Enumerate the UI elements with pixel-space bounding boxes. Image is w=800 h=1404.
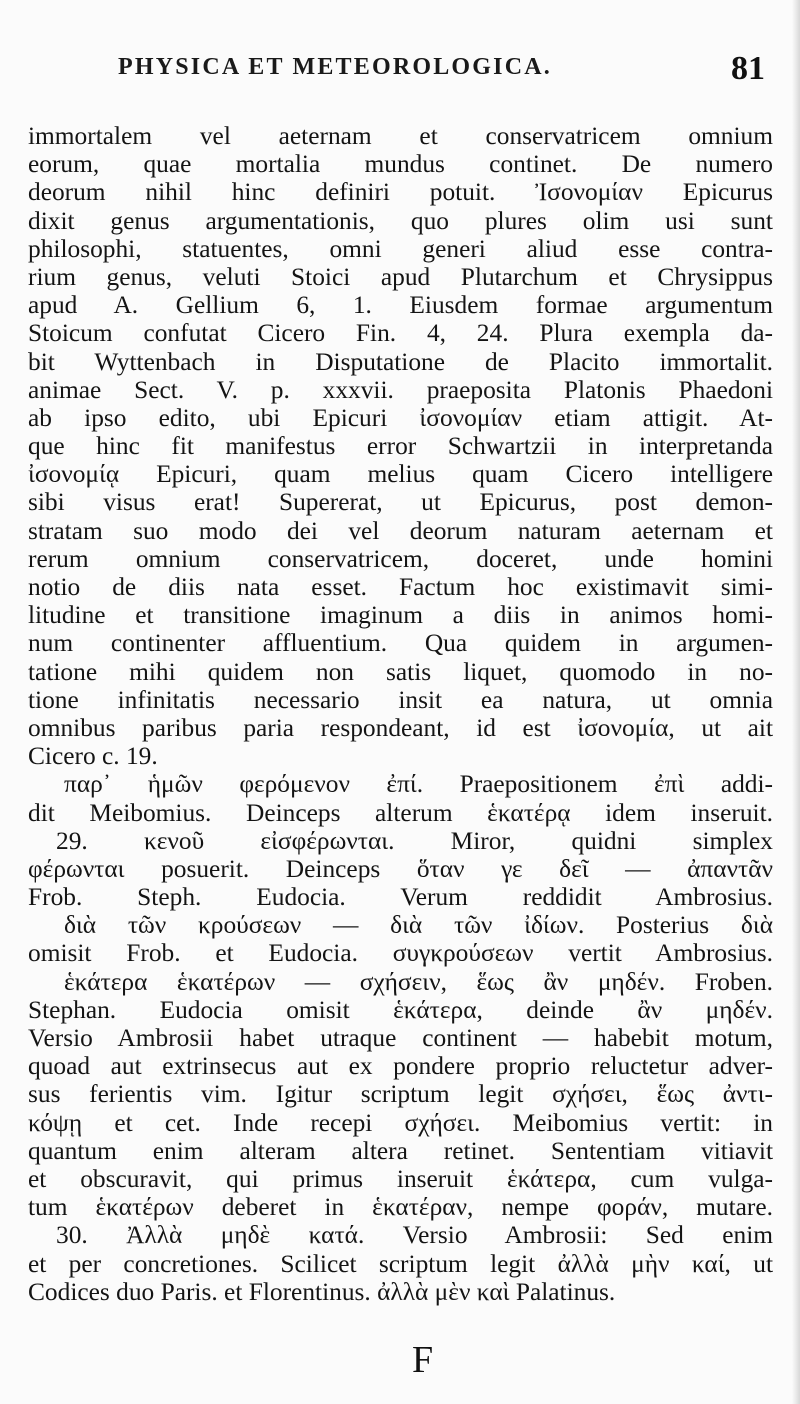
- text-line: num continenter affluentium. Qua quidem in argumen-: [28, 629, 773, 658]
- text-line: rium genus, veluti Stoici apud Plutarchum et Chrysippus: [28, 262, 773, 291]
- text-line: immortalem vel aeternam et conservatricem omnium: [28, 122, 773, 150]
- text-line: litudine et transitione imaginum a diis in animos homi-: [28, 601, 773, 630]
- text-line: dit Meibomius. Deinceps alterum ἑκατέρᾳ idem inseruit.: [28, 798, 773, 827]
- text-line: omisit Frob. et Eudocia. συγκρούσεων vertit Ambrosius.: [28, 939, 773, 968]
- text-line: Stoicum confutat Cicero Fin. 4, 24. Plura exempla da-: [28, 319, 773, 348]
- text-line: omnibus paribus paria respondeant, id est ἰσονομία, ut ait: [28, 713, 773, 742]
- text-line: Frob. Steph. Eudocia. Verum reddidit Ambrosius.: [28, 883, 773, 912]
- text-line: κόψῃ et cet. Inde recepi σχήσει. Meibomius vertit: in: [28, 1108, 773, 1137]
- text-line: Stephan. Eudocia omisit ἑκάτερα, deinde ἂν μηδέν.: [28, 995, 773, 1024]
- page-number: 81: [731, 50, 765, 87]
- text-line: eorum, quae mortalia mundus continet. De numero: [28, 150, 773, 179]
- text-line: tatione mihi quidem non satis liquet, quomodo in no-: [28, 657, 773, 686]
- text-line: deorum nihil hinc definiri potuit. Ἰσονομίαν Epicurus: [28, 178, 773, 207]
- text-line: φέρωνται posuerit. Deinceps ὅταν γε δεῖ — ἀπαντᾶν: [28, 854, 773, 883]
- text-line: sibi visus erat! Supererat, ut Epicurus, post demon-: [28, 488, 773, 517]
- text-line: tione infinitatis necessario insit ea natura, ut omnia: [28, 685, 773, 714]
- page-header: [40, 48, 765, 104]
- text-line: 30. Ἀλλὰ μηδὲ κατά. Versio Ambrosii: Sed enim: [56, 1221, 773, 1250]
- text-line: bit Wyttenbach in Disputatione de Placito immortalit.: [28, 347, 773, 376]
- page-edge-shadow: [792, 0, 800, 1404]
- text-line: animae Sect. V. p. xxxvii. praeposita Platonis Phaedoni: [28, 375, 773, 404]
- text-line: et obscuravit, qui primus inseruit ἑκάτερα, cum vulga-: [28, 1164, 773, 1193]
- text-line: παρ᾽ ἡμῶν φερόμενον ἐπί. Praepositionem ἐπὶ addi-: [64, 770, 773, 799]
- text-line: ab ipso edito, ubi Epicuri ἰσονομίαν etiam attigit. At-: [28, 403, 773, 432]
- text-line: et per concretiones. Scilicet scriptum legit ἀλλὰ μὴν καί, ut: [28, 1249, 773, 1278]
- signature-mark: F: [412, 1339, 434, 1381]
- text-line: dixit genus argumentationis, quo plures olim usi sunt: [28, 206, 773, 235]
- text-line: quantum enim alteram altera retinet. Sententiam vitiavit: [28, 1136, 773, 1165]
- text-line: que hinc fit manifestus error Schwartzii in interpretanda: [28, 432, 773, 461]
- text-line: 29. κενοῦ εἰσφέρωνται. Miror, quidni simplex: [56, 826, 773, 855]
- text-line: Versio Ambrosii habet utraque continent — habebit motum,: [28, 1024, 773, 1052]
- text-line: apud A. Gellium 6, 1. Eiusdem formae argumentum: [28, 291, 773, 320]
- text-line: διὰ τῶν κρούσεων — διὰ τῶν ἰδίων. Posterius διὰ: [64, 911, 773, 940]
- text-line: Cicero c. 19.: [28, 742, 158, 771]
- text-line: Codices duo Paris. et Florentinus. ἀλλὰ μὲν καὶ Palatinus.: [28, 1277, 616, 1306]
- text-line: notio de diis nata esset. Factum hoc existimavit simi-: [28, 573, 773, 601]
- text-line: sus ferientis vim. Igitur scriptum legit σχήσει, ἕως ἀντι-: [28, 1080, 773, 1109]
- text-line: rerum omnium conservatricem, doceret, unde homini: [28, 544, 773, 573]
- text-line: stratam suo modo dei vel deorum naturam aeternam et: [28, 516, 773, 545]
- text-line: ἑκάτερα ἑκατέρων — σχήσειν, ἕως ἂν μηδέν. Froben.: [64, 967, 773, 996]
- running-title: PHYSICA ET METEOROLOGICA.: [118, 54, 552, 80]
- body-text: [28, 122, 773, 1306]
- text-line: philosophi, statuentes, omni generi aliud esse contra-: [28, 234, 773, 263]
- text-line: quoad aut extrinsecus aut ex pondere proprio reluctetur adver-: [28, 1052, 773, 1081]
- text-line: ἰσονομίᾳ Epicuri, quam melius quam Cicero intelligere: [28, 460, 773, 489]
- text-line: tum ἑκατέρων deberet in ἑκατέραν, nempe φοράν, mutare.: [28, 1193, 773, 1222]
